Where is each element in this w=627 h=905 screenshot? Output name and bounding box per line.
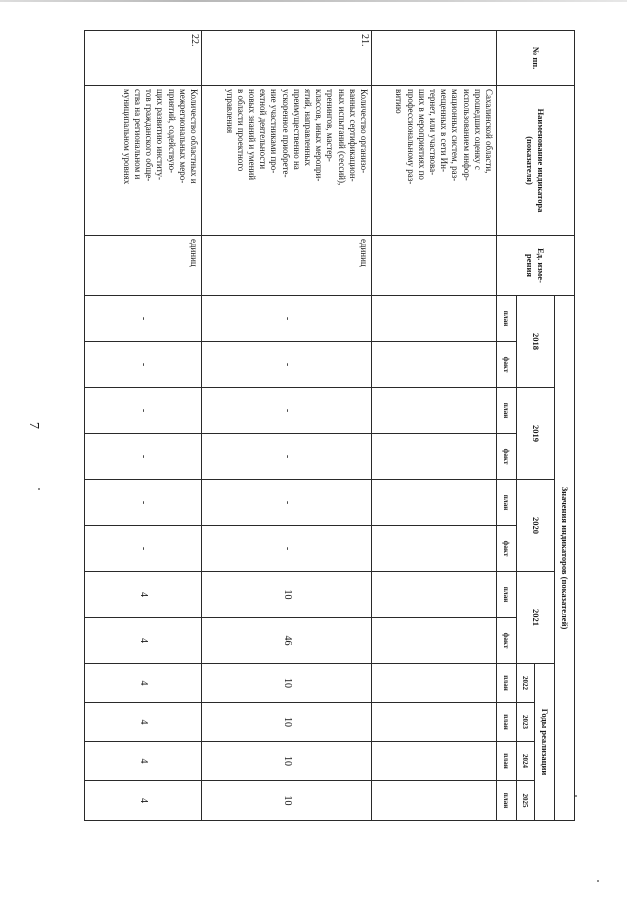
fact-2021-cell: 4	[85, 618, 202, 664]
header-fact-2020: факт	[497, 526, 517, 572]
fact-2021-cell: 46	[202, 618, 372, 664]
row-num: 22.	[85, 31, 202, 86]
header-num: № пп.	[497, 31, 575, 86]
header-plan-2024: план	[497, 742, 517, 781]
header-year-2023: 2023	[517, 703, 535, 742]
scan-edge-line	[0, 0, 627, 2]
plan-2021-cell: 10	[202, 572, 372, 618]
table-row	[372, 31, 497, 821]
header-year-2020: 2020	[517, 480, 555, 572]
indicator-name: Количество организо- ванных сертификацион- ных испытаний (сессий), тренингов, мастер- классов, иных меропри- ятий, направленных преимущественно на ускоренное приобрете- ние участниками про- ектной деятельности новых знаний и умений в области проектного управления	[202, 86, 372, 236]
row-num	[372, 31, 497, 86]
header-year-2019: 2019	[517, 388, 555, 480]
plan-2025-cell: 4	[85, 781, 202, 821]
plan-2025-cell	[372, 781, 497, 821]
plan-2024-cell: 4	[85, 742, 202, 781]
plan-2021-cell	[372, 572, 497, 618]
header-fact-2021: факт	[497, 618, 517, 664]
scan-speck	[38, 488, 40, 490]
plan-2023-cell	[372, 703, 497, 742]
header-plan-2025: план	[497, 781, 517, 821]
rotated-table-container	[85, 30, 575, 820]
plan-2022-cell: 10	[202, 664, 372, 703]
scan-speck	[597, 880, 599, 882]
fact-2020-cell: -	[85, 526, 202, 572]
plan-2019-cell: -	[202, 388, 372, 434]
unit-cell	[372, 236, 497, 296]
scan-speck	[575, 795, 577, 797]
plan-2020-cell	[372, 480, 497, 526]
unit-cell: единиц	[85, 236, 202, 296]
header-plan-2019: план	[497, 388, 517, 434]
plan-2019-cell: -	[85, 388, 202, 434]
fact-2020-cell: -	[202, 526, 372, 572]
plan-2020-cell: -	[202, 480, 372, 526]
header-name: Наименование индикатора (показателя)	[497, 86, 575, 236]
table-row	[202, 31, 372, 821]
header-year-2021: 2021	[517, 572, 555, 664]
plan-2023-cell: 4	[85, 703, 202, 742]
header-plan-2023: план	[497, 703, 517, 742]
header-years-realization: Годы реализации	[535, 664, 555, 821]
fact-2018-cell: -	[202, 342, 372, 388]
fact-2019-cell	[372, 434, 497, 480]
plan-2023-cell: 10	[202, 703, 372, 742]
header-plan-2022: план	[497, 664, 517, 703]
header-year-2025: 2025	[517, 781, 535, 821]
plan-2018-cell: -	[202, 296, 372, 342]
plan-2020-cell: -	[85, 480, 202, 526]
header-year-2022: 2022	[517, 664, 535, 703]
indicator-table	[84, 30, 575, 821]
plan-2022-cell: 4	[85, 664, 202, 703]
fact-2018-cell	[372, 342, 497, 388]
plan-2018-cell	[372, 296, 497, 342]
fact-2018-cell: -	[85, 342, 202, 388]
indicator-name: Сахалинской области, прошедших оценку с использованием инфор- мационных систем, раз- мещенных в сети Ин- тернет, или участвова- ших в мероприятиях по профессиональному раз- витию	[372, 86, 497, 236]
header-fact-2018: факт	[497, 342, 517, 388]
fact-2019-cell: -	[85, 434, 202, 480]
table-row	[85, 31, 202, 821]
plan-2019-cell	[372, 388, 497, 434]
header-fact-2019: факт	[497, 434, 517, 480]
plan-2024-cell: 10	[202, 742, 372, 781]
page-number: 7	[26, 422, 41, 429]
fact-2020-cell	[372, 526, 497, 572]
plan-2018-cell: -	[85, 296, 202, 342]
fact-2021-cell	[372, 618, 497, 664]
plan-2024-cell	[372, 742, 497, 781]
header-year-2024: 2024	[517, 742, 535, 781]
fact-2019-cell: -	[202, 434, 372, 480]
header-values: Значения индикаторов (показателей)	[555, 296, 575, 821]
row-num: 21.	[202, 31, 372, 86]
plan-2022-cell	[372, 664, 497, 703]
unit-cell: единиц	[202, 236, 372, 296]
header-unit: Ед. изме- рения	[497, 236, 575, 296]
header-plan-2021: план	[497, 572, 517, 618]
plan-2021-cell: 4	[85, 572, 202, 618]
header-plan-2018: план	[497, 296, 517, 342]
header-plan-2020: план	[497, 480, 517, 526]
indicator-name: Количество областных и межрегиональных меро- приятий, содействую- щих развитию институ- тов гражданского обще- ства на региональном и муниципальном уровнях	[85, 86, 202, 236]
header-year-2018: 2018	[517, 296, 555, 388]
plan-2025-cell: 10	[202, 781, 372, 821]
